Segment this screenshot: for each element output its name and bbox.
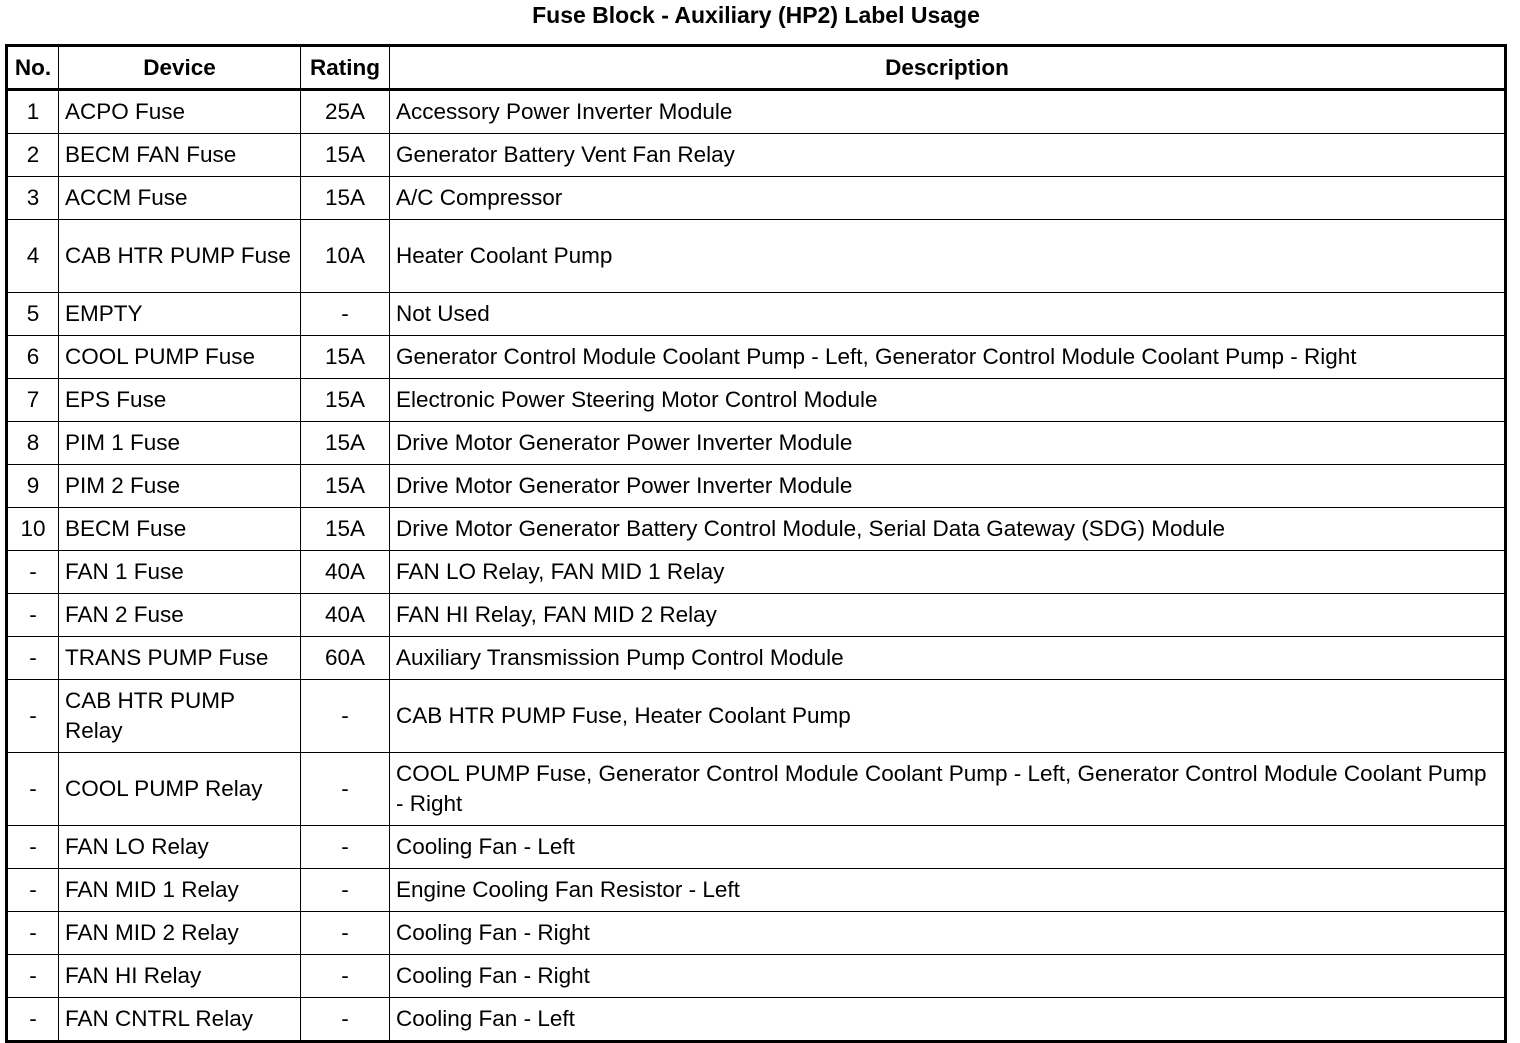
table-row [7,998,1506,1042]
cell-rating: 10A [301,220,390,293]
cell-device: PIM 2 Fuse [59,465,301,508]
cell-rating: 15A [301,422,390,465]
table-row [7,134,1506,177]
cell-device: FAN 2 Fuse [59,594,301,637]
cell-no: 10 [7,508,59,551]
cell-device: ACPO Fuse [59,90,301,134]
cell-device: FAN CNTRL Relay [59,998,301,1042]
cell-description: Heater Coolant Pump [390,220,1506,293]
cell-no: - [7,912,59,955]
table-row [7,379,1506,422]
cell-rating: - [301,869,390,912]
cell-rating: 40A [301,551,390,594]
cell-no: - [7,680,59,753]
cell-description: COOL PUMP Fuse, Generator Control Module Coolant Pump - Left, Generator Control Module Coolant Pump - Right [390,753,1506,826]
cell-description: Accessory Power Inverter Module [390,90,1506,134]
cell-rating: 25A [301,90,390,134]
cell-rating: 15A [301,508,390,551]
cell-description: CAB HTR PUMP Fuse, Heater Coolant Pump [390,680,1506,753]
cell-rating: - [301,680,390,753]
cell-description: Engine Cooling Fan Resistor - Left [390,869,1506,912]
cell-device: PIM 1 Fuse [59,422,301,465]
cell-description: FAN HI Relay, FAN MID 2 Relay [390,594,1506,637]
table-row [7,508,1506,551]
cell-device: CAB HTR PUMP Fuse [59,220,301,293]
cell-device: FAN HI Relay [59,955,301,998]
cell-description: FAN LO Relay, FAN MID 1 Relay [390,551,1506,594]
cell-device: COOL PUMP Relay [59,753,301,826]
cell-device: FAN 1 Fuse [59,551,301,594]
cell-no: - [7,637,59,680]
cell-description: Drive Motor Generator Battery Control Module, Serial Data Gateway (SDG) Module [390,508,1506,551]
table-row [7,90,1506,134]
cell-device: EPS Fuse [59,379,301,422]
cell-no: 7 [7,379,59,422]
cell-description: Generator Control Module Coolant Pump - Left, Generator Control Module Coolant Pump - Right [390,336,1506,379]
cell-rating: - [301,955,390,998]
cell-device: FAN LO Relay [59,826,301,869]
cell-rating: 15A [301,379,390,422]
cell-device: FAN MID 1 Relay [59,869,301,912]
table-row [7,422,1506,465]
cell-no: - [7,955,59,998]
column-header-no: No. [7,46,59,90]
cell-description: Electronic Power Steering Motor Control Module [390,379,1506,422]
cell-no: 8 [7,422,59,465]
cell-device: CAB HTR PUMP Relay [59,680,301,753]
table-row [7,826,1506,869]
table-row [7,551,1506,594]
cell-device: COOL PUMP Fuse [59,336,301,379]
cell-device: FAN MID 2 Relay [59,912,301,955]
table-row [7,637,1506,680]
cell-rating: - [301,293,390,336]
cell-description: Auxiliary Transmission Pump Control Module [390,637,1506,680]
cell-device: BECM FAN Fuse [59,134,301,177]
cell-device: EMPTY [59,293,301,336]
cell-no: 1 [7,90,59,134]
table-row [7,594,1506,637]
cell-rating: 60A [301,637,390,680]
cell-description: Cooling Fan - Left [390,826,1506,869]
cell-description: A/C Compressor [390,177,1506,220]
cell-no: 2 [7,134,59,177]
cell-description: Generator Battery Vent Fan Relay [390,134,1506,177]
cell-rating: 15A [301,134,390,177]
cell-rating: - [301,998,390,1042]
table-row [7,869,1506,912]
cell-rating: - [301,912,390,955]
table-row [7,177,1506,220]
table-row [7,912,1506,955]
cell-device: TRANS PUMP Fuse [59,637,301,680]
table-row [7,336,1506,379]
cell-rating: - [301,753,390,826]
cell-no: 3 [7,177,59,220]
column-header-rating: Rating [301,46,390,90]
table-row [7,753,1506,826]
cell-rating: 15A [301,465,390,508]
page-title: Fuse Block - Auxiliary (HP2) Label Usage [532,2,980,28]
cell-no: - [7,869,59,912]
table-row [7,680,1506,753]
cell-description: Drive Motor Generator Power Inverter Module [390,465,1506,508]
cell-description: Not Used [390,293,1506,336]
cell-rating: 15A [301,177,390,220]
table-row [7,293,1506,336]
cell-description: Drive Motor Generator Power Inverter Module [390,422,1506,465]
fuse-label-table [5,44,1507,1043]
cell-no: 9 [7,465,59,508]
cell-no: 6 [7,336,59,379]
cell-description: Cooling Fan - Right [390,912,1506,955]
cell-rating: 40A [301,594,390,637]
table-row [7,955,1506,998]
cell-device: ACCM Fuse [59,177,301,220]
cell-no: 5 [7,293,59,336]
table-row [7,465,1506,508]
cell-device: BECM Fuse [59,508,301,551]
cell-description: Cooling Fan - Left [390,998,1506,1042]
cell-rating: - [301,826,390,869]
table-header-row [7,46,1506,90]
column-header-device: Device [59,46,301,90]
cell-no: - [7,551,59,594]
cell-no: - [7,594,59,637]
cell-description: Cooling Fan - Right [390,955,1506,998]
cell-no: - [7,826,59,869]
cell-no: - [7,753,59,826]
cell-rating: 15A [301,336,390,379]
table-row [7,220,1506,293]
cell-no: - [7,998,59,1042]
cell-no: 4 [7,220,59,293]
column-header-description: Description [390,46,1506,90]
